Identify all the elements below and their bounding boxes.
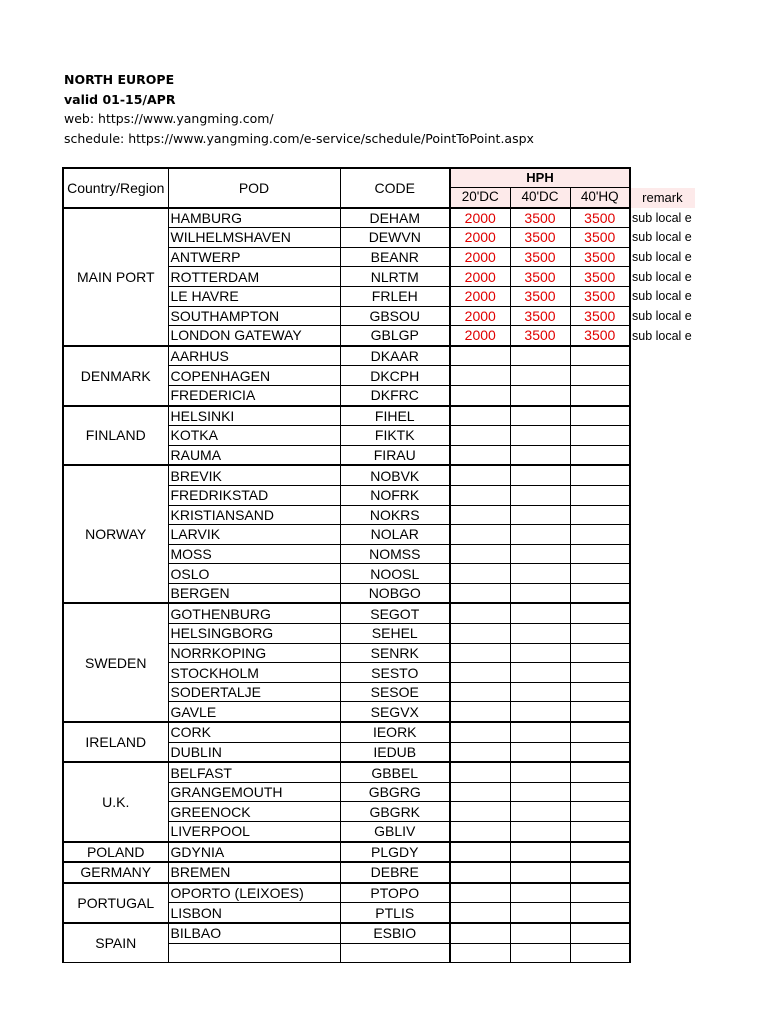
- rate-20dc-cell[interactable]: [450, 883, 510, 903]
- rate-40dc-cell[interactable]: [510, 465, 570, 485]
- rate-40dc-cell[interactable]: [510, 682, 570, 702]
- rate-20dc-cell[interactable]: [450, 742, 510, 762]
- header-20dc: 20'DC: [450, 188, 510, 208]
- table-row: [63, 465, 695, 485]
- rate-40hq-cell[interactable]: [570, 406, 630, 426]
- header-40dc: 40'DC: [510, 188, 570, 208]
- rate-20dc-cell[interactable]: [450, 346, 510, 366]
- rate-table-body: [63, 208, 695, 963]
- remark-cell[interactable]: [630, 583, 695, 603]
- rate-20dc-cell[interactable]: [450, 643, 510, 663]
- region-cell[interactable]: NORWAY: [63, 465, 168, 603]
- rate-40hq-cell[interactable]: [570, 903, 630, 923]
- code-cell[interactable]: ESBIO: [340, 923, 450, 943]
- pod-cell[interactable]: LIVERPOOL: [168, 822, 340, 842]
- web-link[interactable]: web: https://www.yangming.com/: [64, 111, 274, 126]
- pod-cell[interactable]: AARHUS: [168, 346, 340, 366]
- rate-20dc-cell[interactable]: [450, 485, 510, 505]
- rate-40dc-cell[interactable]: 3500: [510, 306, 570, 326]
- rate-20dc-cell[interactable]: [450, 722, 510, 742]
- rate-40dc-cell[interactable]: [510, 842, 570, 863]
- rate-40hq-cell[interactable]: [570, 682, 630, 702]
- code-cell[interactable]: GBGRK: [340, 802, 450, 822]
- region-cell[interactable]: PORTUGAL: [63, 883, 168, 923]
- pod-cell[interactable]: SODERTALJE: [168, 682, 340, 702]
- pod-cell[interactable]: OPORTO (LEIXOES): [168, 883, 340, 903]
- code-cell[interactable]: NLRTM: [340, 267, 450, 287]
- rate-40dc-cell[interactable]: [510, 385, 570, 405]
- rate-20dc-cell[interactable]: [450, 426, 510, 446]
- rate-40hq-cell[interactable]: [570, 525, 630, 545]
- code-cell[interactable]: FIKTK: [340, 426, 450, 446]
- remark-cell[interactable]: [630, 525, 695, 545]
- code-cell[interactable]: DEBRE: [340, 862, 450, 883]
- rate-40hq-cell[interactable]: [570, 822, 630, 842]
- remark-cell[interactable]: [630, 485, 695, 505]
- header-country: Country/Region: [63, 168, 168, 208]
- rate-40hq-cell[interactable]: [570, 564, 630, 584]
- rate-40hq-cell[interactable]: [570, 722, 630, 742]
- code-cell[interactable]: DKCPH: [340, 366, 450, 386]
- pod-cell[interactable]: HELSINKI: [168, 406, 340, 426]
- remark-cell[interactable]: [630, 682, 695, 702]
- rate-40hq-cell[interactable]: [570, 923, 630, 943]
- rate-40dc-cell[interactable]: [510, 802, 570, 822]
- code-cell[interactable]: BEANR: [340, 247, 450, 267]
- code-cell[interactable]: SEGOT: [340, 603, 450, 623]
- code-cell[interactable]: FIRAU: [340, 445, 450, 465]
- table-row: [63, 862, 695, 883]
- rate-20dc-cell[interactable]: [450, 702, 510, 722]
- remark-cell[interactable]: sub local e: [632, 250, 692, 265]
- region-title: NORTH EUROPE: [64, 72, 175, 87]
- code-cell[interactable]: NOFRK: [340, 485, 450, 505]
- remark-cell[interactable]: sub local e: [632, 269, 692, 284]
- table-row: [63, 883, 695, 903]
- rate-20dc-cell[interactable]: [450, 564, 510, 584]
- pod-cell[interactable]: GAVLE: [168, 702, 340, 722]
- remark-cell[interactable]: [630, 603, 695, 623]
- rate-40hq-cell[interactable]: 3500: [570, 228, 630, 248]
- rate-40hq-cell[interactable]: [570, 445, 630, 465]
- remark-cell[interactable]: [630, 564, 695, 584]
- rate-table: [62, 167, 696, 963]
- remark-cell[interactable]: [630, 702, 695, 722]
- rate-40dc-cell[interactable]: [510, 485, 570, 505]
- rate-40hq-cell[interactable]: 3500: [570, 306, 630, 326]
- rate-40dc-cell[interactable]: [510, 862, 570, 883]
- region-cell[interactable]: SPAIN: [63, 923, 168, 963]
- rate-40dc-cell[interactable]: [510, 722, 570, 742]
- rate-40dc-cell[interactable]: [510, 643, 570, 663]
- code-cell[interactable]: NOOSL: [340, 564, 450, 584]
- region-cell[interactable]: FINLAND: [63, 406, 168, 466]
- pod-cell[interactable]: GREENOCK: [168, 802, 340, 822]
- remark-cell[interactable]: [630, 782, 695, 802]
- rate-20dc-cell[interactable]: [450, 385, 510, 405]
- pod-cell[interactable]: BREVIK: [168, 465, 340, 485]
- rate-20dc-cell[interactable]: [450, 682, 510, 702]
- rate-20dc-cell[interactable]: [450, 366, 510, 386]
- rate-40dc-cell[interactable]: [510, 564, 570, 584]
- pod-cell[interactable]: OSLO: [168, 564, 340, 584]
- code-cell[interactable]: DEHAM: [340, 208, 450, 228]
- rate-40dc-cell[interactable]: [510, 445, 570, 465]
- region-cell[interactable]: GERMANY: [63, 862, 168, 883]
- remark-cell[interactable]: [630, 465, 695, 485]
- remark-cell[interactable]: [630, 742, 695, 762]
- pod-cell[interactable]: BREMEN: [168, 862, 340, 883]
- rate-40hq-cell[interactable]: [570, 624, 630, 644]
- remark-cell[interactable]: [630, 505, 695, 525]
- rate-20dc-cell[interactable]: [450, 583, 510, 603]
- rate-20dc-cell[interactable]: 2000: [450, 326, 510, 346]
- pod-cell[interactable]: ROTTERDAM: [168, 267, 340, 287]
- rate-20dc-cell[interactable]: [450, 544, 510, 564]
- remark-cell[interactable]: [630, 802, 695, 822]
- table-row: [63, 406, 695, 426]
- rate-20dc-cell[interactable]: [450, 923, 510, 943]
- rate-40hq-cell[interactable]: [570, 842, 630, 863]
- rate-20dc-cell[interactable]: [450, 802, 510, 822]
- pod-cell[interactable]: KRISTIANSAND: [168, 505, 340, 525]
- rate-40hq-cell[interactable]: [570, 485, 630, 505]
- remark-cell[interactable]: [630, 822, 695, 842]
- rate-40hq-cell[interactable]: [570, 943, 630, 963]
- rate-40dc-cell[interactable]: [510, 525, 570, 545]
- rate-20dc-cell[interactable]: [450, 943, 510, 963]
- rate-40hq-cell[interactable]: [570, 883, 630, 903]
- rate-40dc-cell[interactable]: 3500: [510, 228, 570, 248]
- rate-40dc-cell[interactable]: [510, 903, 570, 923]
- pod-cell[interactable]: HELSINGBORG: [168, 624, 340, 644]
- rate-40dc-cell[interactable]: 3500: [510, 326, 570, 346]
- remark-cell[interactable]: [630, 385, 695, 405]
- region-cell[interactable]: DENMARK: [63, 346, 168, 406]
- pod-cell[interactable]: ANTWERP: [168, 247, 340, 267]
- rate-40dc-cell[interactable]: [510, 505, 570, 525]
- region-cell[interactable]: U.K.: [63, 762, 168, 841]
- table-row: [63, 842, 695, 863]
- pod-cell[interactable]: NORRKOPING: [168, 643, 340, 663]
- pod-cell[interactable]: HAMBURG: [168, 208, 340, 228]
- rate-40dc-cell[interactable]: [510, 544, 570, 564]
- remark-cell[interactable]: [630, 923, 695, 943]
- rate-20dc-cell[interactable]: [450, 822, 510, 842]
- code-cell[interactable]: [340, 943, 450, 963]
- rate-20dc-cell[interactable]: [450, 663, 510, 683]
- code-cell[interactable]: IEDUB: [340, 742, 450, 762]
- pod-cell[interactable]: DUBLIN: [168, 742, 340, 762]
- remark-cell[interactable]: [630, 903, 695, 923]
- code-cell[interactable]: NOBVK: [340, 465, 450, 485]
- code-cell[interactable]: PLGDY: [340, 842, 450, 863]
- rate-40dc-cell[interactable]: [510, 742, 570, 762]
- remark-cell[interactable]: [630, 445, 695, 465]
- table-row: [63, 722, 695, 742]
- table-row: [63, 603, 695, 623]
- table-row: [63, 346, 695, 366]
- rate-40dc-cell[interactable]: [510, 883, 570, 903]
- remark-cell[interactable]: [630, 762, 695, 782]
- pod-cell[interactable]: SOUTHAMPTON: [168, 306, 340, 326]
- rate-40dc-cell[interactable]: [510, 923, 570, 943]
- header-remark: remark: [630, 188, 695, 208]
- pod-cell[interactable]: BERGEN: [168, 583, 340, 603]
- pod-cell[interactable]: FREDRIKSTAD: [168, 485, 340, 505]
- code-cell[interactable]: GBSOU: [340, 306, 450, 326]
- code-cell[interactable]: GBLGP: [340, 326, 450, 346]
- rate-40hq-cell[interactable]: [570, 583, 630, 603]
- rate-40hq-cell[interactable]: [570, 366, 630, 386]
- remark-cell[interactable]: sub local e: [632, 328, 692, 343]
- rate-20dc-cell[interactable]: [450, 465, 510, 485]
- rate-40hq-cell[interactable]: [570, 385, 630, 405]
- rate-20dc-cell[interactable]: 2000: [450, 267, 510, 287]
- rate-40hq-cell[interactable]: [570, 702, 630, 722]
- rate-40dc-cell[interactable]: [510, 822, 570, 842]
- rate-20dc-cell[interactable]: [450, 525, 510, 545]
- remark-cell[interactable]: [630, 722, 695, 742]
- remark-cell[interactable]: [630, 346, 695, 366]
- remark-cell[interactable]: sub local e: [632, 230, 692, 245]
- region-cell[interactable]: IRELAND: [63, 722, 168, 762]
- rate-20dc-cell[interactable]: 2000: [450, 306, 510, 326]
- code-cell[interactable]: FIHEL: [340, 406, 450, 426]
- rate-40dc-cell[interactable]: [510, 663, 570, 683]
- pod-cell[interactable]: CORK: [168, 722, 340, 742]
- pod-cell[interactable]: RAUMA: [168, 445, 340, 465]
- pod-cell[interactable]: STOCKHOLM: [168, 663, 340, 683]
- rate-40dc-cell[interactable]: [510, 943, 570, 963]
- code-cell[interactable]: SEHEL: [340, 624, 450, 644]
- code-cell[interactable]: SESOE: [340, 682, 450, 702]
- code-cell[interactable]: GBGRG: [340, 782, 450, 802]
- rate-40hq-cell[interactable]: [570, 663, 630, 683]
- pod-cell[interactable]: LISBON: [168, 903, 340, 923]
- rate-40dc-cell[interactable]: [510, 702, 570, 722]
- schedule-link[interactable]: schedule: https://www.yangming.com/e-service/schedule/PointToPoint.aspx: [64, 130, 534, 146]
- remark-cell[interactable]: [630, 406, 695, 426]
- pod-cell[interactable]: BILBAO: [168, 923, 340, 943]
- pod-cell[interactable]: GOTHENBURG: [168, 603, 340, 623]
- code-cell[interactable]: PTOPO: [340, 883, 450, 903]
- rate-20dc-cell[interactable]: 2000: [450, 208, 510, 228]
- code-cell[interactable]: SENRK: [340, 643, 450, 663]
- remark-cell[interactable]: [630, 366, 695, 386]
- rate-20dc-cell[interactable]: [450, 842, 510, 863]
- rate-20dc-cell[interactable]: [450, 445, 510, 465]
- rate-40hq-cell[interactable]: [570, 742, 630, 762]
- code-cell[interactable]: GBBEL: [340, 762, 450, 782]
- pod-cell[interactable]: [168, 943, 340, 963]
- rate-40hq-cell[interactable]: [570, 346, 630, 366]
- code-cell[interactable]: DKFRC: [340, 385, 450, 405]
- rate-40dc-cell[interactable]: 3500: [510, 267, 570, 287]
- code-cell[interactable]: NOLAR: [340, 525, 450, 545]
- pod-cell[interactable]: LE HAVRE: [168, 286, 340, 306]
- rate-20dc-cell[interactable]: [450, 762, 510, 782]
- remark-cell[interactable]: [630, 663, 695, 683]
- validity-text: valid 01-15/APR: [64, 91, 176, 107]
- remark-cell[interactable]: [630, 862, 695, 883]
- rate-40hq-cell[interactable]: [570, 426, 630, 446]
- rate-20dc-cell[interactable]: [450, 903, 510, 923]
- remark-cell[interactable]: [630, 624, 695, 644]
- remark-cell[interactable]: sub local e: [632, 308, 692, 323]
- code-cell[interactable]: SESTO: [340, 663, 450, 683]
- code-cell[interactable]: SEGVX: [340, 702, 450, 722]
- header-40hq: 40'HQ: [570, 188, 630, 208]
- code-cell[interactable]: DEWVN: [340, 228, 450, 248]
- rate-40dc-cell[interactable]: [510, 762, 570, 782]
- rate-20dc-cell[interactable]: [450, 862, 510, 883]
- remark-cell[interactable]: [630, 426, 695, 446]
- rate-20dc-cell[interactable]: 2000: [450, 228, 510, 248]
- header-code: CODE: [340, 168, 450, 208]
- rate-40hq-cell[interactable]: 3500: [570, 247, 630, 267]
- rate-40hq-cell[interactable]: [570, 802, 630, 822]
- pod-cell[interactable]: GRANGEMOUTH: [168, 782, 340, 802]
- pod-cell[interactable]: FREDERICIA: [168, 385, 340, 405]
- rate-40dc-cell[interactable]: [510, 624, 570, 644]
- code-cell[interactable]: FRLEH: [340, 286, 450, 306]
- remark-cell[interactable]: sub local e: [632, 210, 692, 225]
- pod-cell[interactable]: LARVIK: [168, 525, 340, 545]
- table-row: [63, 762, 695, 782]
- rate-20dc-cell[interactable]: [450, 603, 510, 623]
- rate-20dc-cell[interactable]: 2000: [450, 247, 510, 267]
- region-cell[interactable]: POLAND: [63, 842, 168, 863]
- rate-20dc-cell[interactable]: [450, 406, 510, 426]
- pod-cell[interactable]: KOTKA: [168, 426, 340, 446]
- remark-cell[interactable]: [630, 643, 695, 663]
- remark-cell[interactable]: [630, 943, 695, 963]
- rate-40dc-cell[interactable]: [510, 366, 570, 386]
- table-row: [63, 923, 695, 943]
- rate-40dc-cell[interactable]: [510, 346, 570, 366]
- rate-40hq-cell[interactable]: 3500: [570, 208, 630, 228]
- rate-20dc-cell[interactable]: 2000: [450, 286, 510, 306]
- rate-20dc-cell[interactable]: [450, 624, 510, 644]
- rate-40hq-cell[interactable]: [570, 643, 630, 663]
- remark-cell[interactable]: sub local e: [632, 289, 692, 304]
- code-cell[interactable]: NOKRS: [340, 505, 450, 525]
- rate-40hq-cell[interactable]: [570, 465, 630, 485]
- rate-40dc-cell[interactable]: [510, 406, 570, 426]
- rate-20dc-cell[interactable]: [450, 505, 510, 525]
- code-cell[interactable]: NOMSS: [340, 544, 450, 564]
- pod-cell[interactable]: MOSS: [168, 544, 340, 564]
- rate-40hq-cell[interactable]: 3500: [570, 286, 630, 306]
- rate-40hq-cell[interactable]: 3500: [570, 267, 630, 287]
- rate-40hq-cell[interactable]: [570, 544, 630, 564]
- code-cell[interactable]: DKAAR: [340, 346, 450, 366]
- header-spacer: [630, 168, 695, 188]
- pod-cell[interactable]: LONDON GATEWAY: [168, 326, 340, 346]
- rate-40hq-cell[interactable]: 3500: [570, 326, 630, 346]
- remark-cell[interactable]: [630, 883, 695, 903]
- rate-40dc-cell[interactable]: [510, 426, 570, 446]
- rate-40hq-cell[interactable]: [570, 603, 630, 623]
- pod-cell[interactable]: BELFAST: [168, 762, 340, 782]
- code-cell[interactable]: IEORK: [340, 722, 450, 742]
- pod-cell[interactable]: WILHELMSHAVEN: [168, 228, 340, 248]
- rate-40dc-cell[interactable]: [510, 603, 570, 623]
- header-hph-group: HPH: [450, 168, 630, 188]
- rate-40dc-cell[interactable]: 3500: [510, 247, 570, 267]
- rate-40dc-cell[interactable]: [510, 782, 570, 802]
- rate-40dc-cell[interactable]: 3500: [510, 286, 570, 306]
- remark-cell[interactable]: [630, 544, 695, 564]
- region-cell[interactable]: SWEDEN: [63, 603, 168, 722]
- rate-40dc-cell[interactable]: 3500: [510, 208, 570, 228]
- rate-20dc-cell[interactable]: [450, 782, 510, 802]
- rate-40hq-cell[interactable]: [570, 762, 630, 782]
- rate-40hq-cell[interactable]: [570, 782, 630, 802]
- code-cell[interactable]: NOBGO: [340, 583, 450, 603]
- pod-cell[interactable]: GDYNIA: [168, 842, 340, 863]
- rate-40dc-cell[interactable]: [510, 583, 570, 603]
- code-cell[interactable]: GBLIV: [340, 822, 450, 842]
- pod-cell[interactable]: COPENHAGEN: [168, 366, 340, 386]
- rate-40hq-cell[interactable]: [570, 505, 630, 525]
- region-cell[interactable]: MAIN PORT: [63, 208, 168, 346]
- rate-40hq-cell[interactable]: [570, 862, 630, 883]
- code-cell[interactable]: PTLIS: [340, 903, 450, 923]
- remark-cell[interactable]: [630, 842, 695, 863]
- table-row: [63, 208, 695, 228]
- header-pod: POD: [168, 168, 340, 208]
